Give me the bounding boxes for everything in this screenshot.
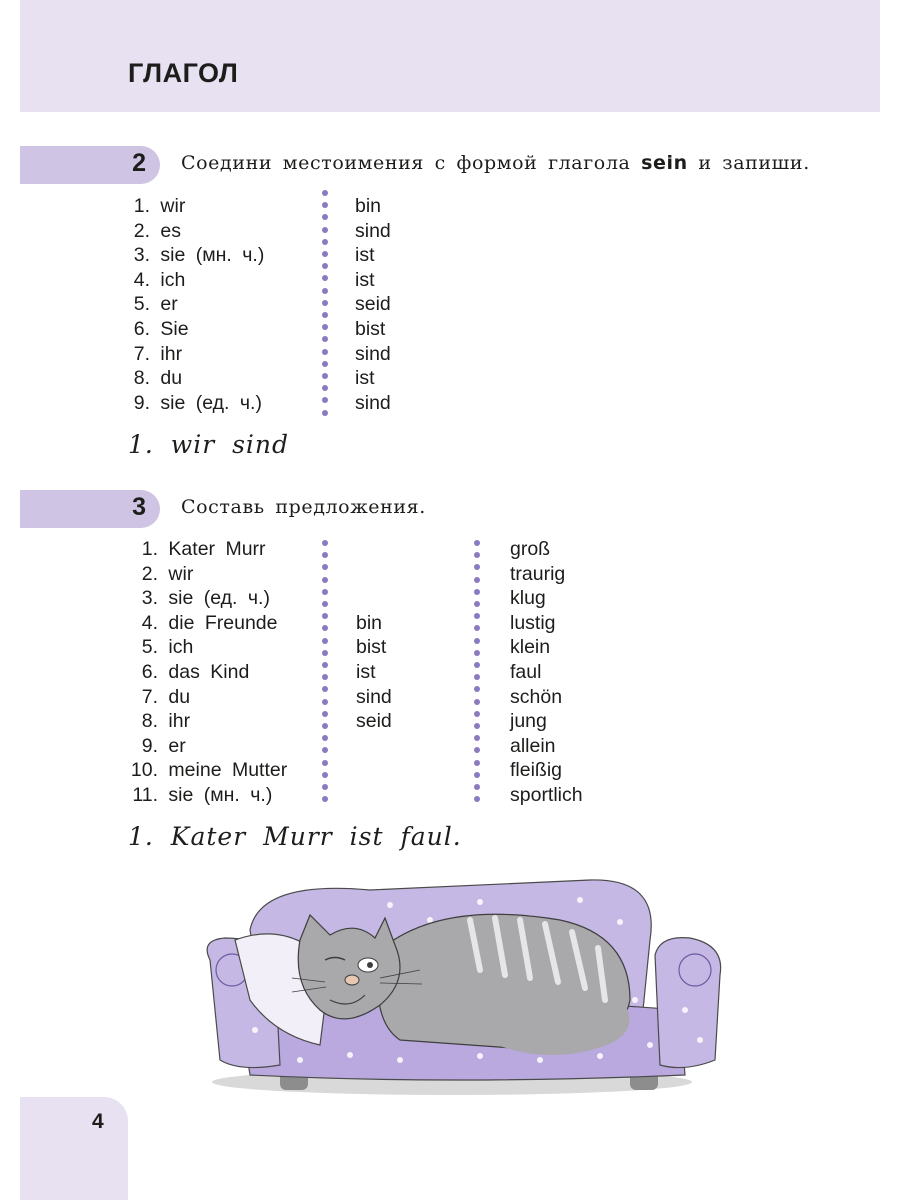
separator-dot bbox=[322, 202, 328, 208]
separator-dot bbox=[474, 564, 480, 570]
item-text: sie (мн. ч.) bbox=[160, 244, 265, 267]
separator-dot bbox=[322, 772, 328, 778]
item-text: lustig bbox=[510, 611, 556, 634]
verb-item bbox=[356, 635, 386, 659]
subject-item bbox=[128, 537, 266, 561]
page-title: ГЛАГОЛ bbox=[128, 58, 239, 88]
item-text: schön bbox=[510, 685, 563, 708]
subject-item bbox=[128, 783, 272, 807]
separator-dot bbox=[322, 601, 328, 607]
verb-form-item bbox=[355, 268, 375, 292]
separator-dot bbox=[322, 638, 328, 644]
cat-nose bbox=[345, 975, 359, 985]
separator-dot bbox=[322, 263, 328, 269]
separator-dot bbox=[322, 239, 328, 245]
verb-item bbox=[356, 709, 392, 733]
item-text: ich bbox=[168, 636, 194, 659]
verb-item bbox=[356, 660, 376, 684]
task-2-answer-example: 1. wir sind bbox=[128, 430, 290, 459]
verb-form-item bbox=[355, 219, 391, 243]
item-number: 4. bbox=[133, 268, 150, 291]
item-text: Kater Murr bbox=[168, 538, 266, 560]
separator-dot bbox=[474, 577, 480, 583]
item-text: sind bbox=[356, 685, 392, 708]
verb-item bbox=[356, 611, 382, 635]
separator-dot bbox=[474, 699, 480, 705]
item-text: seid bbox=[355, 293, 391, 316]
adjective-item bbox=[510, 537, 550, 561]
item-number: 6. bbox=[141, 661, 158, 683]
item-number: 2. bbox=[141, 562, 158, 585]
separator-dot bbox=[322, 577, 328, 583]
separator-dot bbox=[322, 589, 328, 595]
subject-item bbox=[128, 660, 249, 684]
separator-dot bbox=[322, 784, 328, 790]
separator-dot bbox=[322, 190, 328, 196]
item-number: 10. bbox=[130, 759, 158, 782]
separator-dot bbox=[474, 686, 480, 692]
task-3-number: 3 bbox=[132, 493, 146, 521]
verb-form-item bbox=[355, 342, 391, 366]
separator-dot bbox=[322, 650, 328, 656]
item-text: meine Mutter bbox=[168, 759, 288, 782]
separator-dot bbox=[474, 613, 480, 619]
item-number: 11. bbox=[132, 784, 158, 806]
item-text: seid bbox=[356, 710, 392, 733]
verb-item bbox=[356, 685, 392, 709]
item-number: 7. bbox=[141, 685, 158, 708]
task-2-instruction-tail: и запиши. bbox=[698, 152, 810, 174]
item-text: es bbox=[160, 219, 182, 242]
sofa-armrest-right bbox=[655, 938, 721, 1068]
task-3-badge bbox=[20, 490, 160, 528]
subject-item bbox=[128, 586, 270, 610]
item-text: wir bbox=[168, 562, 194, 585]
pronoun-item bbox=[128, 194, 185, 218]
pronoun-item bbox=[128, 366, 182, 390]
item-text: du bbox=[160, 367, 183, 390]
pronoun-item bbox=[128, 342, 182, 366]
separator-dot bbox=[322, 540, 328, 546]
separator-dot bbox=[474, 650, 480, 656]
separator-dot bbox=[322, 361, 328, 367]
item-number: 1. bbox=[133, 195, 150, 217]
verb-form-item bbox=[355, 243, 375, 267]
item-text: sind bbox=[355, 391, 391, 414]
separator-dot bbox=[474, 723, 480, 729]
adjective-item bbox=[510, 758, 562, 782]
item-text: er bbox=[160, 293, 178, 316]
separator-dot bbox=[322, 662, 328, 668]
item-number: 9. bbox=[133, 391, 150, 414]
item-number: 6. bbox=[133, 318, 150, 340]
separator-dot bbox=[474, 747, 480, 753]
verb-form-item bbox=[355, 391, 391, 415]
separator-dot bbox=[322, 410, 328, 416]
item-text: Sie bbox=[160, 318, 189, 340]
separator-dot bbox=[322, 300, 328, 306]
adjective-item bbox=[510, 783, 583, 807]
item-text: bist bbox=[355, 318, 386, 340]
item-number: 9. bbox=[141, 734, 158, 757]
separator-dot bbox=[322, 625, 328, 631]
item-text: groß bbox=[510, 538, 551, 560]
item-text: du bbox=[168, 685, 191, 708]
adjective-item bbox=[510, 660, 541, 684]
item-text: faul bbox=[510, 661, 542, 683]
item-number: 5. bbox=[141, 636, 158, 659]
separator-dot bbox=[322, 288, 328, 294]
separator-dot bbox=[322, 251, 328, 257]
separator-dot bbox=[322, 312, 328, 318]
item-number: 5. bbox=[133, 293, 150, 316]
separator-dot bbox=[322, 385, 328, 391]
task-2-instruction bbox=[181, 152, 810, 174]
separator-dot bbox=[322, 674, 328, 680]
pronoun-item bbox=[128, 391, 262, 415]
page-number-tab bbox=[20, 1097, 128, 1200]
item-text: traurig bbox=[510, 562, 566, 585]
item-text: bin bbox=[355, 195, 382, 217]
separator-dot bbox=[474, 760, 480, 766]
verb-form-item bbox=[355, 317, 385, 341]
item-text: klein bbox=[510, 636, 551, 659]
task-2-instruction-verb: sein bbox=[641, 152, 688, 174]
header-band bbox=[20, 0, 880, 112]
pronoun-item bbox=[128, 219, 181, 243]
separator-dot bbox=[322, 552, 328, 558]
adjective-item bbox=[510, 562, 565, 586]
item-number: 3. bbox=[133, 244, 150, 267]
item-text: ist bbox=[355, 244, 375, 267]
separator-dot bbox=[322, 796, 328, 802]
item-text: bin bbox=[356, 611, 383, 634]
subject-item bbox=[128, 562, 193, 586]
verb-form-item bbox=[355, 292, 391, 316]
item-text: ihr bbox=[168, 710, 191, 733]
separator-dot bbox=[474, 784, 480, 790]
adjective-item bbox=[510, 709, 547, 733]
item-text: das Kind bbox=[168, 661, 250, 683]
separator-dot bbox=[474, 711, 480, 717]
item-text: sind bbox=[355, 219, 391, 242]
separator-dot bbox=[322, 711, 328, 717]
separator-dot bbox=[474, 601, 480, 607]
separator-dot bbox=[322, 324, 328, 330]
item-text: die Freunde bbox=[168, 611, 278, 634]
subject-item bbox=[128, 685, 190, 709]
item-text: ist bbox=[355, 268, 375, 291]
item-text: ist bbox=[355, 367, 375, 390]
separator-dot bbox=[322, 275, 328, 281]
item-text: ihr bbox=[160, 342, 183, 365]
task-3-answer-example: 1. Kater Murr ist faul. bbox=[128, 822, 462, 851]
pronoun-item bbox=[128, 243, 264, 267]
item-text: sie (мн. ч.) bbox=[168, 784, 273, 806]
item-number: 1. bbox=[141, 538, 158, 560]
separator-dot bbox=[474, 662, 480, 668]
pronoun-item bbox=[128, 268, 185, 292]
item-number: 3. bbox=[141, 587, 158, 610]
separator-dot bbox=[322, 686, 328, 692]
item-text: jung bbox=[510, 710, 547, 733]
item-text: sportlich bbox=[510, 784, 583, 806]
item-number: 7. bbox=[133, 342, 150, 365]
adjective-item bbox=[510, 635, 550, 659]
page-number: 4 bbox=[92, 1110, 104, 1133]
adjective-item bbox=[510, 611, 556, 635]
adjective-item bbox=[510, 586, 546, 610]
separator-dot bbox=[474, 772, 480, 778]
separator-dot bbox=[322, 349, 328, 355]
cat-on-sofa-illustration bbox=[180, 860, 740, 1100]
separator-dot bbox=[474, 540, 480, 546]
separator-dot bbox=[474, 638, 480, 644]
cat-pupil bbox=[367, 962, 373, 968]
item-text: ist bbox=[356, 661, 376, 683]
adjective-item bbox=[510, 685, 562, 709]
subject-item bbox=[128, 758, 287, 782]
item-number: 4. bbox=[141, 611, 158, 634]
separator-dot bbox=[322, 613, 328, 619]
item-text: sie (ед. ч.) bbox=[168, 587, 270, 610]
cat-body bbox=[378, 914, 631, 1050]
separator-dot bbox=[322, 735, 328, 741]
subject-item bbox=[128, 635, 193, 659]
separator-dot bbox=[322, 564, 328, 570]
pronoun-item bbox=[128, 317, 189, 341]
subject-item bbox=[128, 611, 278, 635]
separator-dot bbox=[322, 760, 328, 766]
subject-item bbox=[128, 734, 186, 758]
task-3-instruction: Составь предложения. bbox=[181, 496, 426, 518]
item-text: er bbox=[168, 734, 186, 757]
adjective-item bbox=[510, 734, 556, 758]
verb-form-item bbox=[355, 194, 381, 218]
separator-dot bbox=[322, 723, 328, 729]
separator-dot bbox=[474, 589, 480, 595]
item-number: 2. bbox=[133, 219, 150, 242]
item-text: allein bbox=[510, 734, 556, 757]
separator-dot bbox=[322, 373, 328, 379]
separator-dot bbox=[474, 625, 480, 631]
item-text: sind bbox=[355, 342, 391, 365]
separator-dot bbox=[474, 674, 480, 680]
separator-dot bbox=[322, 214, 328, 220]
item-number: 8. bbox=[133, 367, 150, 390]
item-text: ich bbox=[160, 268, 186, 291]
task-2-badge bbox=[20, 146, 160, 184]
subject-item bbox=[128, 709, 190, 733]
item-text: bist bbox=[356, 636, 387, 659]
separator-dot bbox=[474, 796, 480, 802]
item-number: 8. bbox=[141, 710, 158, 733]
item-text: fleißig bbox=[510, 759, 563, 782]
separator-dot bbox=[322, 336, 328, 342]
item-text: klug bbox=[510, 587, 546, 610]
pronoun-item bbox=[128, 292, 178, 316]
item-text: sie (ед. ч.) bbox=[160, 391, 262, 414]
separator-dot bbox=[322, 747, 328, 753]
task-2-number: 2 bbox=[132, 149, 146, 177]
item-text: wir bbox=[160, 195, 186, 217]
separator-dot bbox=[474, 735, 480, 741]
separator-dot bbox=[322, 227, 328, 233]
separator-dot bbox=[322, 699, 328, 705]
task-2-instruction-text: Соедини местоимения с формой глагола bbox=[181, 152, 631, 174]
verb-form-item bbox=[355, 366, 375, 390]
separator-dot bbox=[322, 397, 328, 403]
separator-dot bbox=[474, 552, 480, 558]
